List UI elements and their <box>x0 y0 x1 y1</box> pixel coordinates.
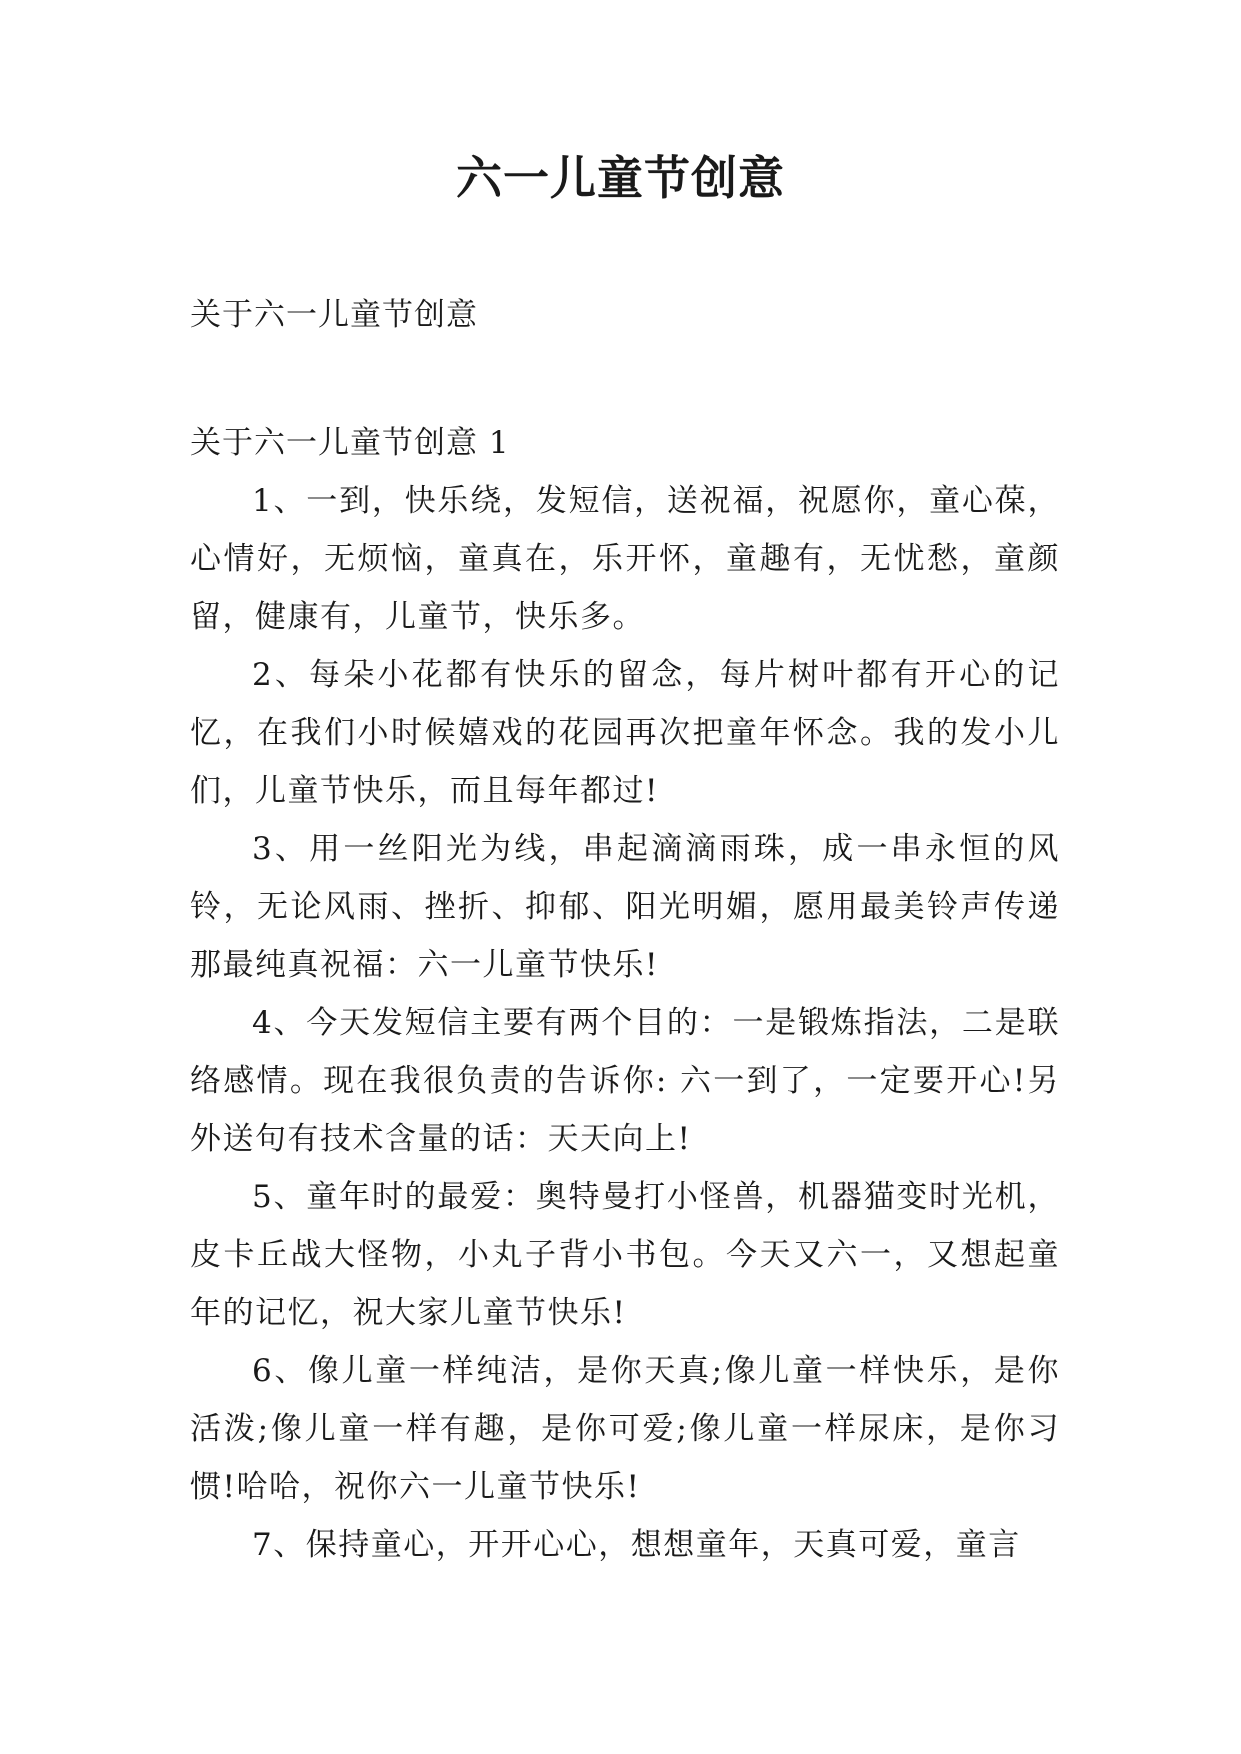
paragraph-5: 5、童年时的最爱：奥特曼打小怪兽，机器猫变时光机，皮卡丘战大怪物，小丸子背小书包。今天又六一，又想起童年的记忆，祝大家儿童节快乐! <box>190 1179 1060 1331</box>
paragraph-6: 6、像儿童一样纯洁，是你天真;像儿童一样快乐，是你活泼;像儿童一样有趣，是你可爱;像儿童一样尿床，是你习惯!哈哈，祝你六一儿童节快乐! <box>190 1353 1060 1505</box>
document-subtitle: 关于六一儿童节创意 <box>190 297 478 333</box>
document-title: 六一儿童节创意 <box>456 151 785 205</box>
paragraph-1: 1、一到，快乐绕，发短信，送祝福，祝愿你，童心葆，心情好，无烦恼，童真在，乐开怀，童趣有，无忧愁，童颜留，健康有，儿童节，快乐多。 <box>190 483 1060 635</box>
document-body <box>190 286 1060 1574</box>
paragraph-2: 2、每朵小花都有快乐的留念，每片树叶都有开心的记忆，在我们小时候嬉戏的花园再次把童年怀念。我的发小儿们，儿童节快乐，而且每年都过! <box>190 657 1060 809</box>
paragraph-4: 4、今天发短信主要有两个目的：一是锻炼指法，二是联络感情。现在我很负责的告诉你: 六一到了，一定要开心!另外送句有技术含量的话：天天向上! <box>190 1005 1060 1157</box>
paragraph-3: 3、用一丝阳光为线，串起滴滴雨珠，成一串永恒的风铃，无论风雨、挫折、抑郁、阳光明媚，愿用最美铃声传递那最纯真祝福：六一儿童节快乐! <box>190 831 1060 983</box>
section-heading: 关于六一儿童节创意 1 <box>190 425 510 461</box>
paragraph-7: 7、保持童心，开开心心，想想童年，天真可爱，童言 <box>252 1527 1021 1563</box>
